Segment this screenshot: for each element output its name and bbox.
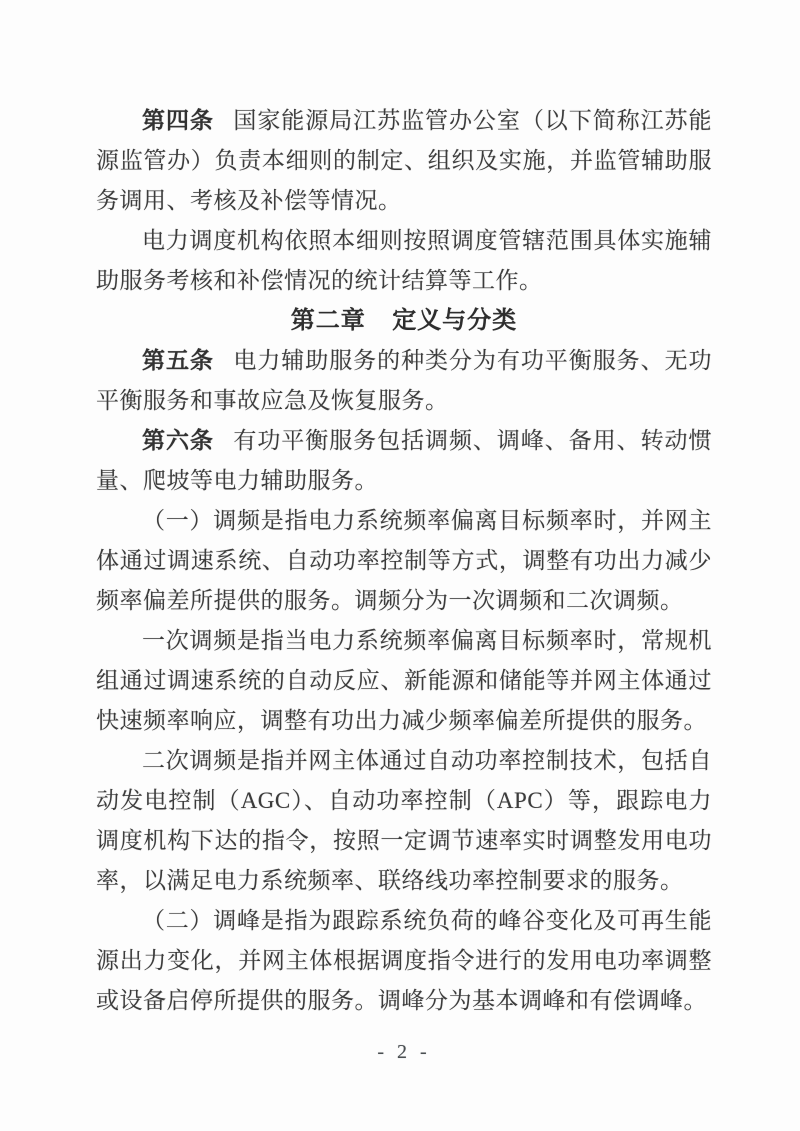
paragraph-primary-frequency-regulation: 一次调频是指当电力系统频率偏离目标频率时，常规机组通过调速系统的自动反应、新能源和储能等并网主体通过快速频率响应，调整有功出力减少频率偏差所提供的服务。 xyxy=(96,628,712,733)
article-6-label: 第六条 xyxy=(142,428,214,453)
article-5-label: 第五条 xyxy=(142,348,214,373)
chapter-2-label: 第二章 xyxy=(290,307,366,334)
paragraph-article-4 xyxy=(96,101,712,221)
chapter-2-title: 定义与分类 xyxy=(392,307,518,334)
paragraph-dispatch-agency: 电力调度机构依照本细则按照调度管辖范围具体实施辅助服务考核和补偿情况的统计结算等工作。 xyxy=(96,228,712,293)
chapter-2-heading xyxy=(96,301,712,341)
paragraph-item-one-frequency-regulation: （一）调频是指电力系统频率偏离目标频率时，并网主体通过调速系统、自动功率控制等方式，调整有功出力减少频率偏差所提供的服务。调频分为一次调频和二次调频。 xyxy=(96,508,712,613)
paragraph-item-two-peak-regulation: （二）调峰是指为跟踪系统负荷的峰谷变化及可再生能源出力变化，并网主体根据调度指令进行的发用电功率调整或设备启停所提供的服务。调峰分为基本调峰和有偿调峰。 xyxy=(96,908,712,1013)
document-body xyxy=(96,101,712,1066)
paragraph-article-5 xyxy=(96,341,712,421)
page-number: - 2 - xyxy=(377,1041,431,1063)
article-5-text: 电力辅助服务的种类分为有功平衡服务、无功平衡服务和事故应急及恢复服务。 xyxy=(96,348,713,413)
article-4-text: 国家能源局江苏监管办公室（以下简称江苏能源监管办）负责本细则的制定、组织及实施，并监管辅助服务调用、考核及补偿等情况。 xyxy=(96,108,713,213)
paragraph-secondary-frequency-regulation: 二次调频是指并网主体通过自动功率控制技术，包括自动发电控制（AGC）、自动功率控制（APC）等，跟踪电力调度机构下达的指令，按照一定调节速率实时调整发用电功率，以满足电力系统频率、联络线功率控制要求的服务。 xyxy=(96,748,712,893)
article-6-text: 有功平衡服务包括调频、调峰、备用、转动惯量、爬坡等电力辅助服务。 xyxy=(96,428,713,493)
article-4-label: 第四条 xyxy=(142,108,214,133)
paragraph-article-6 xyxy=(96,421,712,501)
